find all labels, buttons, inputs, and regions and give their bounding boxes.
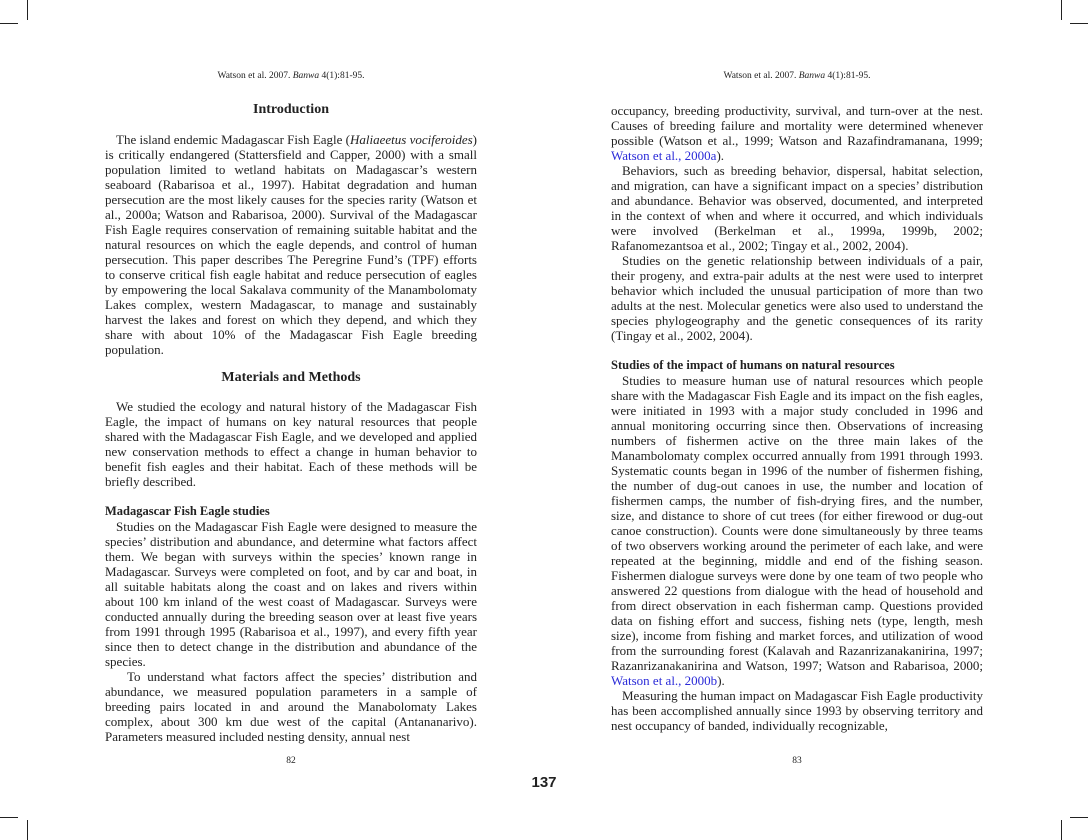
behavior-paragraph: Behaviors, such as breeding behavior, dispersal, habitat selection, and migration, can have a significant impact on a species’ distribution and abundance. Behavior was observed, documented, and interpreted in the context of when and where it occurred, and which individuals were involved (Berkelman et al., 1999a, 1999b, 2002; Rafanomezantsoa et al., 2002; Tingay et al., 2002, 2004).	[611, 163, 983, 253]
crop-mark	[0, 23, 18, 24]
genetics-paragraph: Studies on the genetic relationship between individuals of a pair, their progeny, and extra-pair adults at the nest were used to interpret behavior which included the unusual participation of more than two adults at the nest. Molecular genetics were also used to understand the species phylogeography and the genetic consequences of its rarity (Tingay et al., 2002, 2004).	[611, 253, 983, 343]
human-impact-subheading: Studies of the impact of humans on natural resources	[611, 358, 895, 372]
crop-mark	[1070, 817, 1088, 818]
crop-mark	[1061, 820, 1062, 840]
crop-mark	[1070, 23, 1088, 24]
nest-paragraph: occupancy, breeding productivity, survival, and turn-over at the nest. Causes of breeding failure and mortality were determined whenever possible (Watson et al., 1999; Watson and Razafindramanana, 1999; Watson et al., 2000a).	[611, 103, 983, 163]
fish-eagle-studies-subheading: Madagascar Fish Eagle studies	[105, 504, 270, 518]
introduction-paragraph: The island endemic Madagascar Fish Eagle (Haliaeetus vociferoides) is critically endangered (Stattersfield and Capper, 2000) with a small population limited to wetland habitats on Madagascar’s western seaboard (Rabarisoa et al., 1997). Habitat degradation and human persecution are the most likely causes for the species rarity (Watson et al., 2000a; Watson and Rabarisoa, 2000). Survival of the Madagascar Fish Eagle requires conservation of remaining suitable habitat and the natural resources on which the eagle depends, and control of human persecution. This paper describes The Peregrine Fund’s (TPF) efforts to conserve critical fish eagle habitat and reduce persecution of eagles by empowering the local Sakalava community of the Manambolomaty Lakes complex, western Madagascar, to manage and sustainably harvest the lakes and forest on which they depend, and which they share with about 10% of the Madagascar Fish Eagle breeding population.	[105, 132, 477, 357]
left-column	[105, 102, 477, 744]
methods-paragraph: We studied the ecology and natural history of the Madagascar Fish Eagle, the impact of humans on key natural resources that people shared with the Madagascar Fish Eagle, and we developed and applied new conservation methods to effect a change in human behavior to benefit fish eagles and their habitat. Each of these methods will be briefly described.	[105, 399, 477, 489]
running-head-left: Watson et al. 2007. Banwa 4(1):81-95.	[217, 71, 365, 81]
page-number-left: 82	[286, 756, 296, 766]
crop-mark	[27, 820, 28, 840]
right-column	[611, 103, 983, 733]
population-parameters-paragraph: To understand what factors affect the species’ distribution and abundance, we measured population parameters in a sample of breeding pairs located in and around the Manabolomaty Lakes complex, about 300 km due west of the capital (Antananarivo). Parameters measured included nesting density, annual nest	[105, 669, 477, 744]
citation-link-2000a[interactable]: Watson et al., 2000a	[611, 148, 717, 163]
methods-heading: Materials and Methods	[221, 370, 361, 385]
citation-link-2000b[interactable]: Watson et al., 2000b	[611, 673, 718, 688]
running-head-right: Watson et al. 2007. Banwa 4(1):81-95.	[723, 71, 871, 81]
human-impact-paragraph: Studies to measure human use of natural resources which people share with the Madagascar Fish Eagle and its impact on the fish eagles, were initiated in 1993 with a major study concluded in 1996 and annual monitoring occurring since then. Observations of increasing numbers of fishermen active on the three main lakes of the Manambolomaty complex occurred annually from 1991 through 1993. Systematic counts began in 1996 of the number of fishermen fishing, the number of dug-out canoes in use, the number and location of fishermen camps, the number of fish-drying fires, and the number, size, and distance to shore of cut trees (for either firewood or dug-out canoe construction). Counts were done simultaneously by three teams of two observers working around the perimeter of each lake, and were repeated at the beginning, middle and end of the fishing season. Fishermen dialogue surveys were done by one team of two people who answered 22 questions from dialogue with the head of household and from direct observation in each fisherman camp. Questions provided data on fishing effort and success, fishing nets (type, length, mesh size), income from fishing and market forces, and utilization of wood from the surrounding forest (Kalavah and Razanrizanakanirina, 1997; Razanrizanakanirina and Watson, 1997; Watson and Rabarisoa, 2000; Watson et al., 2000b).	[611, 373, 983, 688]
sheet-number: 137	[531, 774, 557, 791]
crop-mark	[1061, 0, 1062, 20]
crop-mark	[0, 817, 18, 818]
productivity-paragraph: Measuring the human impact on Madagascar Fish Eagle productivity has been accomplished annually since 1993 by observing territory and nest occupancy of banded, individually recognizable,	[611, 688, 983, 733]
page-number-right: 83	[792, 756, 802, 766]
introduction-heading: Introduction	[253, 102, 329, 117]
fish-eagle-studies-paragraph: Studies on the Madagascar Fish Eagle were designed to measure the species’ distribution and abundance, and determine what factors affect them. We began with surveys within the species’ known range in Madagascar. Surveys were completed on foot, and by car and boat, in all suitable habitats along the coast and on lakes and rivers within about 100 km inland of the west coast of Madagascar. Surveys were conducted annually during the breeding season over at least five years from 1991 through 1995 (Rabarisoa et al., 1997), and every fifth year since then to detect change in the distribution and abundance of the species.	[105, 519, 477, 669]
crop-mark	[27, 0, 28, 20]
